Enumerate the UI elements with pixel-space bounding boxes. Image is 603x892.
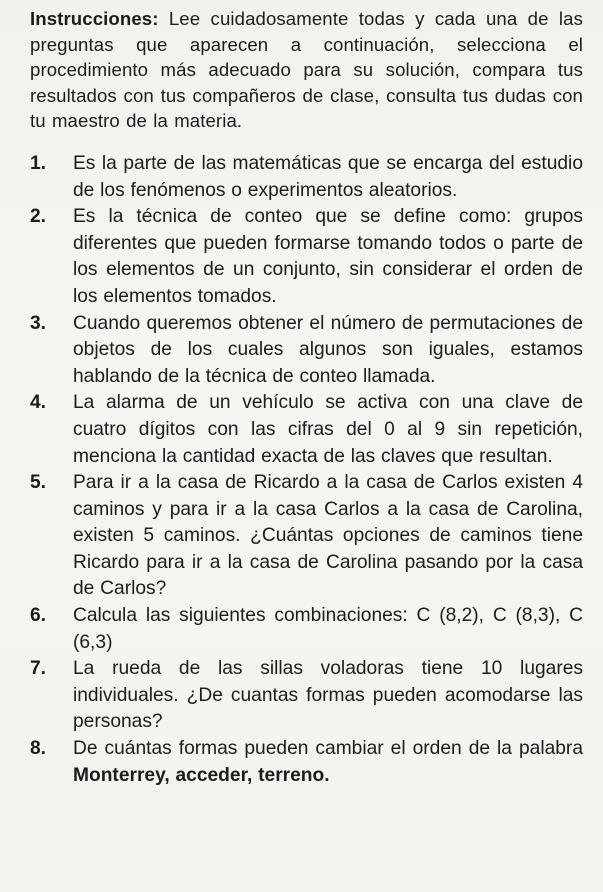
question-number: 5. <box>30 472 47 494</box>
question-7 <box>30 656 583 736</box>
question-bold-words: Monterrey, acceder, terreno. <box>73 764 330 786</box>
question-3 <box>30 311 583 391</box>
instructions-text: Lee cuidadosamente todas y cada una de las preguntas que aparecen a continuación, selecciona el procedimiento más adecuado para su solución, compara tus resultados con tus compañeros de clase, consulta tus dudas con tu maestro de la materia. <box>30 8 583 132</box>
question-number: 6. <box>30 605 47 627</box>
question-text: Calcula las siguientes combinaciones: C (8,2), C (8,3), C (6,3) <box>73 605 583 653</box>
question-6 <box>30 603 583 656</box>
question-4 <box>30 390 583 470</box>
instructions-paragraph <box>30 6 583 134</box>
question-8 <box>30 736 583 789</box>
question-number: 8. <box>30 738 47 760</box>
question-1 <box>30 151 583 204</box>
question-text: Cuando queremos obtener el número de permutaciones de objetos de los cuales algunos son iguales, estamos hablando de la técnica de conteo llamada. <box>73 312 583 387</box>
question-number: 3. <box>30 312 47 334</box>
instructions-label: Instrucciones: <box>30 8 159 29</box>
question-number: 1. <box>30 152 47 174</box>
question-2 <box>30 204 583 310</box>
question-number: 4. <box>30 392 47 414</box>
question-5 <box>30 470 583 603</box>
question-text: Es la parte de las matemáticas que se encarga del estudio de los fenómenos o experimentos aleatorios. <box>73 152 583 201</box>
question-number: 7. <box>30 658 47 680</box>
question-text: De cuántas formas pueden cambiar el orden de la palabra <box>73 738 583 760</box>
question-text: La rueda de las sillas voladoras tiene 10 lugares individuales. ¿De cuantas formas pueden acomodarse las personas? <box>73 658 583 733</box>
question-text: La alarma de un vehículo se activa con una clave de cuatro dígitos con las cifras del 0 al 9 sin repetición, menciona la cantidad exacta de las claves que resultan. <box>73 392 583 467</box>
question-number: 2. <box>30 206 47 228</box>
question-text: Para ir a la casa de Ricardo a la casa de Carlos existen 4 caminos y para ir a la casa Carlos a la casa de Carolina, existen 5 caminos. ¿Cuántas opciones de caminos tiene Ricardo para ir a la casa de Carolina pasando por la casa de Carlos? <box>73 472 583 600</box>
question-text: Es la técnica de conteo que se define como: grupos diferentes que pueden formarse tomando todos o parte de los elementos de un conjunto, sin considerar el orden de los elementos tomados. <box>73 206 583 307</box>
questions-list <box>30 151 583 789</box>
